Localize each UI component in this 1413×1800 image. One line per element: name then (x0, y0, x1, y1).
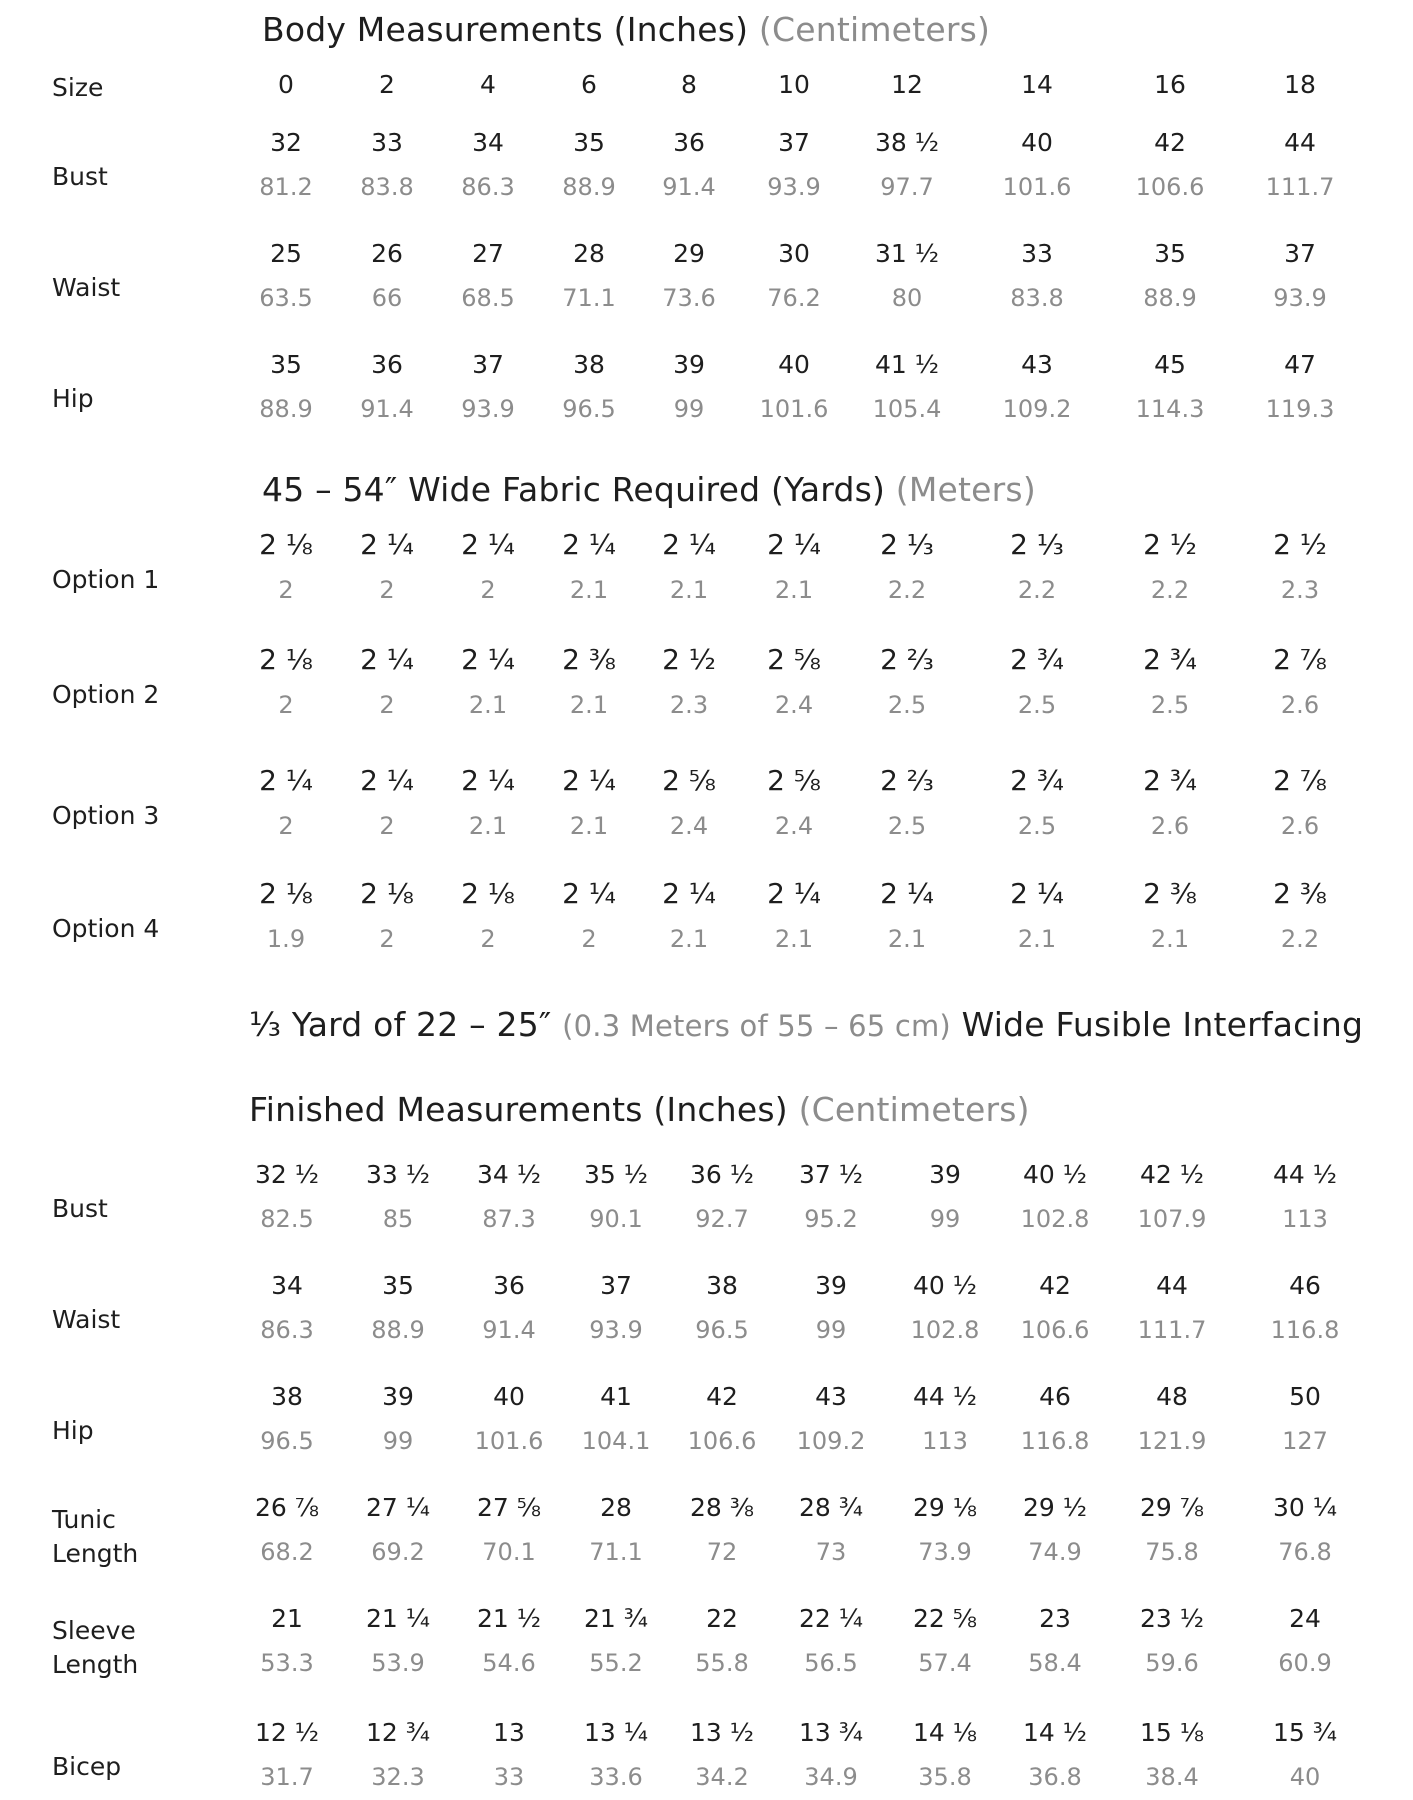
meters-value: 2.1 (1017, 925, 1057, 953)
inch-value: 41 (600, 1382, 632, 1411)
cm-value: 57.4 (918, 1649, 972, 1677)
size-value: 4 (480, 70, 496, 99)
inch-value: 37 (600, 1271, 632, 1300)
cm-value: 66 (371, 284, 403, 312)
inch-value: 45 (1154, 350, 1186, 379)
cm-value: 93.9 (1273, 284, 1327, 312)
cm-value: 86.3 (461, 173, 515, 201)
cm-value: 97.7 (880, 173, 934, 201)
cm-value: 76.8 (1278, 1538, 1332, 1566)
meters-value: 2 (379, 691, 395, 719)
cm-value: 91.4 (662, 173, 716, 201)
yards-value: 2 ¾ (1010, 643, 1064, 676)
row-label: Bust (52, 1194, 108, 1223)
yards-value: 2 ¼ (360, 528, 414, 561)
inch-value: 27 ¼ (366, 1493, 430, 1522)
cm-value: 106.6 (1020, 1316, 1090, 1344)
size-label: Size (52, 73, 104, 102)
inch-value: 12 ½ (255, 1718, 319, 1747)
meters-value: 2 (581, 925, 597, 953)
inch-value: 42 (1154, 128, 1186, 157)
cm-value: 109.2 (796, 1427, 866, 1455)
body-measurements-heading (262, 10, 990, 49)
cm-value: 35.8 (918, 1763, 972, 1791)
inch-value: 33 (1021, 239, 1053, 268)
cm-value: 102.8 (1020, 1205, 1090, 1233)
meters-value: 2.4 (774, 812, 814, 840)
inch-value: 28 ⅜ (690, 1493, 754, 1522)
yards-value: 2 ⅝ (767, 764, 821, 797)
finished-measurements-heading (249, 1090, 1030, 1129)
inch-value: 35 ½ (584, 1160, 648, 1189)
cm-value: 70.1 (482, 1538, 536, 1566)
meters-value: 2.3 (1280, 576, 1320, 604)
cm-value: 102.8 (910, 1316, 980, 1344)
meters-value: 2.1 (569, 691, 609, 719)
cm-value: 101.6 (474, 1427, 544, 1455)
inch-value: 26 ⅞ (255, 1493, 319, 1522)
meters-value: 2.4 (669, 812, 709, 840)
meters-value: 2 (278, 576, 294, 604)
inch-value: 39 (815, 1271, 847, 1300)
cm-value: 88.9 (1143, 284, 1197, 312)
finished-measurements-title-unit: (Centimeters) (798, 1090, 1030, 1129)
row-label: Option 2 (52, 680, 160, 709)
size-value: 0 (278, 70, 294, 99)
meters-value: 2 (480, 576, 496, 604)
meters-value: 2.1 (774, 576, 814, 604)
inch-value: 26 (371, 239, 403, 268)
cm-value: 127 (1282, 1427, 1328, 1455)
yards-value: 2 ¾ (1010, 764, 1064, 797)
cm-value: 109.2 (1002, 395, 1072, 423)
row-label: Hip (52, 384, 94, 413)
meters-value: 2.6 (1150, 812, 1190, 840)
inch-value: 33 ½ (366, 1160, 430, 1189)
yards-value: 2 ¼ (767, 877, 821, 910)
size-value: 10 (778, 70, 810, 99)
cm-value: 33 (493, 1763, 525, 1791)
size-value: 16 (1154, 70, 1186, 99)
inch-value: 13 ¾ (799, 1718, 863, 1747)
cm-value: 76.2 (767, 284, 821, 312)
inch-value: 22 ¼ (799, 1604, 863, 1633)
inch-value: 31 ½ (875, 239, 939, 268)
meters-value: 2.1 (774, 925, 814, 953)
cm-value: 53.3 (260, 1649, 314, 1677)
yards-value: 2 ¼ (461, 643, 515, 676)
inch-value: 40 ½ (1023, 1160, 1087, 1189)
inch-value: 12 ¾ (366, 1718, 430, 1747)
body-measurements-title-unit: (Centimeters) (758, 10, 991, 49)
meters-value: 2.1 (1150, 925, 1190, 953)
cm-value: 71.1 (589, 1538, 643, 1566)
cm-value: 114.3 (1135, 395, 1205, 423)
cm-value: 111.7 (1265, 173, 1335, 201)
row-label: Bicep (52, 1752, 122, 1781)
cm-value: 58.4 (1028, 1649, 1082, 1677)
inch-value: 38 ½ (875, 128, 939, 157)
cm-value: 111.7 (1137, 1316, 1207, 1344)
cm-value: 82.5 (260, 1205, 314, 1233)
row-label: Length (52, 1650, 139, 1679)
inch-value: 14 ½ (1023, 1718, 1087, 1747)
interfacing-line (249, 1005, 1363, 1044)
yards-value: 2 ¼ (662, 877, 716, 910)
cm-value: 121.9 (1137, 1427, 1207, 1455)
inch-value: 34 (472, 128, 504, 157)
interfacing-yards: ⅓ Yard of 22 – 25″ (249, 1005, 552, 1044)
cm-value: 36.8 (1028, 1763, 1082, 1791)
cm-value: 73.6 (662, 284, 716, 312)
inch-value: 36 (371, 350, 403, 379)
yards-value: 2 ¼ (880, 877, 934, 910)
cm-value: 68.5 (461, 284, 515, 312)
cm-value: 96.5 (562, 395, 616, 423)
cm-value: 31.7 (260, 1763, 314, 1791)
inch-value: 46 (1039, 1382, 1071, 1411)
yards-value: 2 ¼ (461, 528, 515, 561)
inch-value: 24 (1289, 1604, 1321, 1633)
cm-value: 71.1 (562, 284, 616, 312)
cm-value: 73 (815, 1538, 847, 1566)
cm-value: 55.2 (589, 1649, 643, 1677)
cm-value: 93.9 (589, 1316, 643, 1344)
cm-value: 106.6 (687, 1427, 757, 1455)
inch-value: 27 (472, 239, 504, 268)
yards-value: 2 ¾ (1143, 643, 1197, 676)
size-value: 6 (581, 70, 597, 99)
meters-value: 2.5 (887, 691, 927, 719)
yards-value: 2 ¼ (767, 528, 821, 561)
meters-value: 2.2 (1017, 576, 1057, 604)
meters-value: 2.5 (1017, 691, 1057, 719)
inch-value: 23 (1039, 1604, 1071, 1633)
cm-value: 59.6 (1145, 1649, 1199, 1677)
cm-value: 99 (929, 1205, 961, 1233)
meters-value: 2.1 (569, 812, 609, 840)
cm-value: 91.4 (482, 1316, 536, 1344)
inch-value: 44 ½ (913, 1382, 977, 1411)
inch-value: 35 (1154, 239, 1186, 268)
meters-value: 2.5 (1150, 691, 1190, 719)
yards-value: 2 ¼ (461, 764, 515, 797)
meters-value: 2 (480, 925, 496, 953)
cm-value: 96.5 (260, 1427, 314, 1455)
cm-value: 56.5 (804, 1649, 858, 1677)
inch-value: 40 ½ (913, 1271, 977, 1300)
inch-value: 37 (778, 128, 810, 157)
inch-value: 34 ½ (477, 1160, 541, 1189)
cm-value: 86.3 (260, 1316, 314, 1344)
inch-value: 32 (270, 128, 302, 157)
inch-value: 15 ¾ (1273, 1718, 1337, 1747)
row-label: Waist (52, 1305, 121, 1334)
row-label: Hip (52, 1416, 94, 1445)
cm-value: 99 (815, 1316, 847, 1344)
yards-value: 2 ¼ (1010, 877, 1064, 910)
finished-measurements-title: Finished Measurements (Inches) (249, 1090, 788, 1129)
interfacing-meters: (0.3 Meters of 55 – 65 cm) (562, 1009, 951, 1043)
inch-value: 38 (706, 1271, 738, 1300)
row-label: Length (52, 1539, 139, 1568)
cm-value: 106.6 (1135, 173, 1205, 201)
fabric-required-title-unit: (Meters) (895, 470, 1036, 509)
inch-value: 37 (1284, 239, 1316, 268)
cm-value: 101.6 (1002, 173, 1072, 201)
row-label: Bust (52, 162, 108, 191)
yards-value: 2 ⅞ (1273, 643, 1327, 676)
meters-value: 2.1 (569, 576, 609, 604)
yards-value: 2 ⅛ (360, 877, 414, 910)
meters-value: 2.3 (669, 691, 709, 719)
yards-value: 2 ¼ (360, 643, 414, 676)
row-label: Option 1 (52, 565, 160, 594)
inch-value: 35 (382, 1271, 414, 1300)
row-label: Option 3 (52, 801, 160, 830)
cm-value: 105.4 (872, 395, 942, 423)
inch-value: 25 (270, 239, 302, 268)
inch-value: 44 ½ (1273, 1160, 1337, 1189)
cm-value: 92.7 (695, 1205, 749, 1233)
yards-value: 2 ⅝ (767, 643, 821, 676)
inch-value: 41 ½ (875, 350, 939, 379)
cm-value: 75.8 (1145, 1538, 1199, 1566)
meters-value: 2.6 (1280, 812, 1320, 840)
yards-value: 2 ¼ (562, 764, 616, 797)
cm-value: 96.5 (695, 1316, 749, 1344)
inch-value: 23 ½ (1140, 1604, 1204, 1633)
cm-value: 99 (673, 395, 705, 423)
cm-value: 90.1 (589, 1205, 643, 1233)
inch-value: 36 (673, 128, 705, 157)
meters-value: 2.1 (468, 812, 508, 840)
yards-value: 2 ⅔ (880, 643, 934, 676)
inch-value: 29 (673, 239, 705, 268)
cm-value: 34.9 (804, 1763, 858, 1791)
inch-value: 13 ½ (690, 1718, 754, 1747)
cm-value: 93.9 (767, 173, 821, 201)
meters-value: 2 (278, 691, 294, 719)
yards-value: 2 ⅓ (1010, 528, 1064, 561)
inch-value: 48 (1156, 1382, 1188, 1411)
meters-value: 2 (278, 812, 294, 840)
yards-value: 2 ¼ (662, 528, 716, 561)
cm-value: 40 (1289, 1763, 1321, 1791)
cm-value: 32.3 (371, 1763, 425, 1791)
inch-value: 35 (270, 350, 302, 379)
yards-value: 2 ⅛ (259, 643, 313, 676)
cm-value: 33.6 (589, 1763, 643, 1791)
inch-value: 13 (493, 1718, 525, 1747)
cm-value: 107.9 (1137, 1205, 1207, 1233)
cm-value: 53.9 (371, 1649, 425, 1677)
cm-value: 113 (1282, 1205, 1328, 1233)
inch-value: 42 (706, 1382, 738, 1411)
row-label: Tunic (52, 1505, 116, 1534)
inch-value: 50 (1289, 1382, 1321, 1411)
inch-value: 29 ⅞ (1140, 1493, 1204, 1522)
inch-value: 44 (1156, 1271, 1188, 1300)
inch-value: 37 ½ (799, 1160, 863, 1189)
meters-value: 2.1 (669, 925, 709, 953)
inch-value: 47 (1284, 350, 1316, 379)
yards-value: 2 ⅜ (562, 643, 616, 676)
inch-value: 39 (673, 350, 705, 379)
meters-value: 2 (379, 925, 395, 953)
inch-value: 29 ⅛ (913, 1493, 977, 1522)
cm-value: 104.1 (581, 1427, 651, 1455)
meters-value: 2.4 (774, 691, 814, 719)
cm-value: 73.9 (918, 1538, 972, 1566)
inch-value: 38 (271, 1382, 303, 1411)
cm-value: 87.3 (482, 1205, 536, 1233)
cm-value: 101.6 (759, 395, 829, 423)
cm-value: 38.4 (1145, 1763, 1199, 1791)
inch-value: 21 ½ (477, 1604, 541, 1633)
inch-value: 36 ½ (690, 1160, 754, 1189)
inch-value: 28 ¾ (799, 1493, 863, 1522)
meters-value: 2.5 (887, 812, 927, 840)
yards-value: 2 ¼ (360, 764, 414, 797)
cm-value: 119.3 (1265, 395, 1335, 423)
inch-value: 38 (573, 350, 605, 379)
inch-value: 28 (600, 1493, 632, 1522)
yards-value: 2 ⅓ (880, 528, 934, 561)
inch-value: 42 (1039, 1271, 1071, 1300)
cm-value: 60.9 (1278, 1649, 1332, 1677)
inch-value: 32 ½ (255, 1160, 319, 1189)
yards-value: 2 ⅞ (1273, 764, 1327, 797)
inch-value: 21 ¾ (584, 1604, 648, 1633)
yards-value: 2 ⅝ (662, 764, 716, 797)
row-label: Sleeve (52, 1616, 136, 1645)
meters-value: 2.2 (1280, 925, 1320, 953)
cm-value: 95.2 (804, 1205, 858, 1233)
meters-value: 1.9 (266, 925, 306, 953)
meters-value: 2 (379, 812, 395, 840)
inch-value: 28 (573, 239, 605, 268)
inch-value: 30 ¼ (1273, 1493, 1337, 1522)
cm-value: 88.9 (562, 173, 616, 201)
inch-value: 14 ⅛ (913, 1718, 977, 1747)
row-label: Waist (52, 273, 121, 302)
cm-value: 69.2 (371, 1538, 425, 1566)
yards-value: 2 ½ (1273, 528, 1327, 561)
meters-value: 2.5 (1017, 812, 1057, 840)
cm-value: 34.2 (695, 1763, 749, 1791)
cm-value: 74.9 (1028, 1538, 1082, 1566)
cm-value: 80 (891, 284, 923, 312)
cm-value: 85 (382, 1205, 414, 1233)
cm-value: 55.8 (695, 1649, 749, 1677)
cm-value: 91.4 (360, 395, 414, 423)
yards-value: 2 ⅛ (259, 877, 313, 910)
size-value: 2 (379, 70, 395, 99)
inch-value: 40 (493, 1382, 525, 1411)
inch-value: 46 (1289, 1271, 1321, 1300)
inch-value: 40 (1021, 128, 1053, 157)
size-value: 14 (1021, 70, 1053, 99)
fabric-required-heading (262, 470, 1036, 509)
inch-value: 35 (573, 128, 605, 157)
meters-value: 2.2 (887, 576, 927, 604)
inch-value: 34 (271, 1271, 303, 1300)
cm-value: 116.8 (1020, 1427, 1090, 1455)
inch-value: 21 (271, 1604, 303, 1633)
cm-value: 88.9 (259, 395, 313, 423)
yards-value: 2 ¼ (259, 764, 313, 797)
cm-value: 88.9 (371, 1316, 425, 1344)
fabric-required-title: 45 – 54″ Wide Fabric Required (Yards) (262, 470, 886, 509)
yards-value: 2 ¼ (562, 528, 616, 561)
cm-value: 113 (922, 1427, 968, 1455)
inch-value: 21 ¼ (366, 1604, 430, 1633)
yards-value: 2 ⅛ (461, 877, 515, 910)
yards-value: 2 ⅜ (1143, 877, 1197, 910)
cm-value: 99 (382, 1427, 414, 1455)
inch-value: 27 ⅝ (477, 1493, 541, 1522)
cm-value: 83.8 (360, 173, 414, 201)
cm-value: 81.2 (259, 173, 313, 201)
yards-value: 2 ¾ (1143, 764, 1197, 797)
inch-value: 13 ¼ (584, 1718, 648, 1747)
inch-value: 43 (1021, 350, 1053, 379)
body-measurements-title: Body Measurements (Inches) (262, 10, 749, 49)
inch-value: 44 (1284, 128, 1316, 157)
cm-value: 63.5 (259, 284, 313, 312)
inch-value: 43 (815, 1382, 847, 1411)
yards-value: 2 ⅔ (880, 764, 934, 797)
size-value: 8 (681, 70, 697, 99)
inch-value: 39 (929, 1160, 961, 1189)
inch-value: 22 ⅝ (913, 1604, 977, 1633)
meters-value: 2.2 (1150, 576, 1190, 604)
inch-value: 36 (493, 1271, 525, 1300)
meters-value: 2.1 (468, 691, 508, 719)
row-label: Option 4 (52, 914, 160, 943)
yards-value: 2 ½ (662, 643, 716, 676)
interfacing-type: Wide Fusible Interfacing (961, 1005, 1364, 1044)
inch-value: 30 (778, 239, 810, 268)
inch-value: 37 (472, 350, 504, 379)
meters-value: 2.6 (1280, 691, 1320, 719)
meters-value: 2.1 (887, 925, 927, 953)
inch-value: 40 (778, 350, 810, 379)
meters-value: 2.1 (669, 576, 709, 604)
meters-value: 2 (379, 576, 395, 604)
inch-value: 42 ½ (1140, 1160, 1204, 1189)
inch-value: 33 (371, 128, 403, 157)
inch-value: 22 (706, 1604, 738, 1633)
cm-value: 54.6 (482, 1649, 536, 1677)
size-value: 12 (891, 70, 923, 99)
inch-value: 39 (382, 1382, 414, 1411)
size-value: 18 (1284, 70, 1316, 99)
inch-value: 15 ⅛ (1140, 1718, 1204, 1747)
cm-value: 68.2 (260, 1538, 314, 1566)
yards-value: 2 ⅛ (259, 528, 313, 561)
yards-value: 2 ⅜ (1273, 877, 1327, 910)
cm-value: 116.8 (1270, 1316, 1340, 1344)
cm-value: 93.9 (461, 395, 515, 423)
cm-value: 83.8 (1010, 284, 1064, 312)
cm-value: 72 (706, 1538, 738, 1566)
yards-value: 2 ½ (1143, 528, 1197, 561)
inch-value: 29 ½ (1023, 1493, 1087, 1522)
yards-value: 2 ¼ (562, 877, 616, 910)
